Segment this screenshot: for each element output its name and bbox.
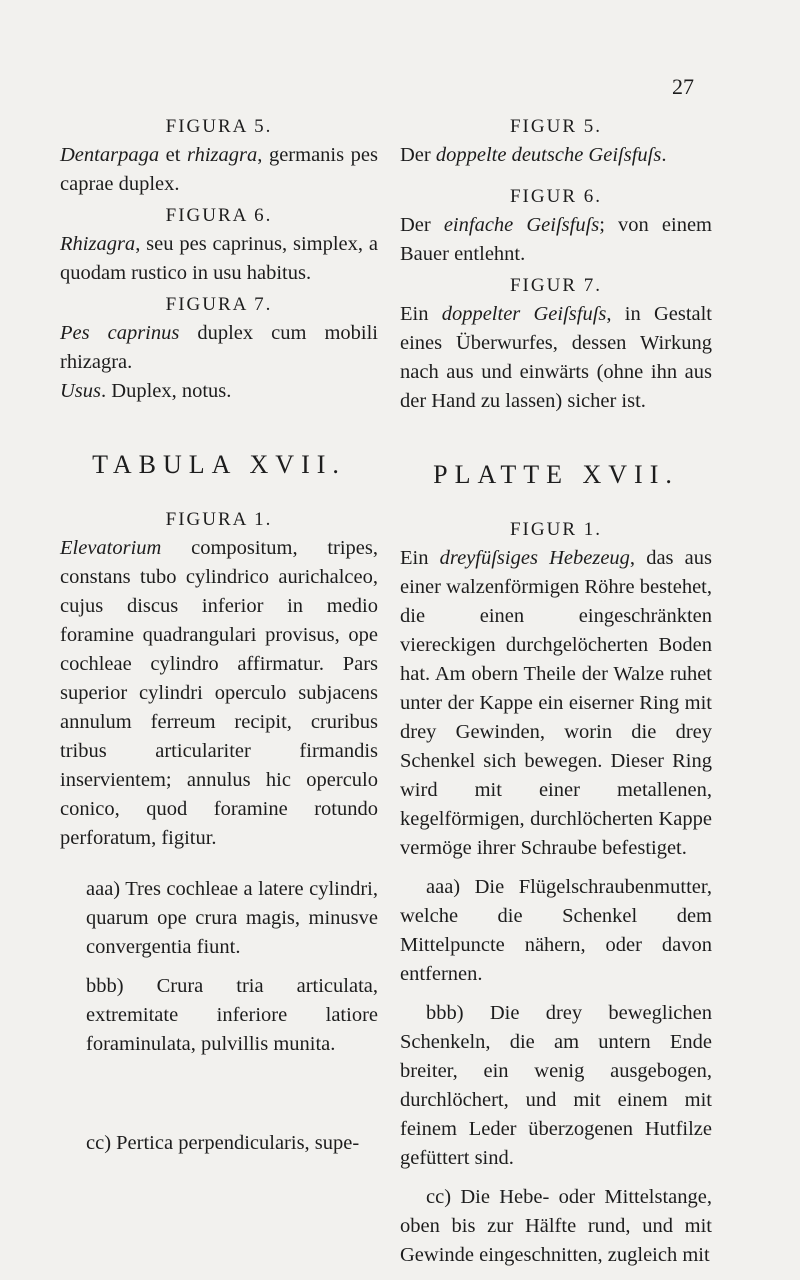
figure-6-text-german: [400, 211, 712, 269]
item-aaa-german: aaa) Die Flügelschraubenmutter, welche die Schenkel dem Mittelpuncte nähern, oder davon entfernen.: [400, 876, 712, 985]
text: duplex cum mobili rhizagra.: [60, 322, 378, 373]
page-number: 27: [672, 74, 694, 99]
figure-1-text-german: [400, 544, 712, 863]
text: , das aus einer walzenförmigen Röhre bestehet, die einen eingeschränkten viereckigen durchgelöcherten Boden hat. Am obern Theile der Walze ruhet unter der Kappe ein eiserner Ring mit drey Gewinden, worin die drey Schenkel sich bewegen. Dieser Ring wird mit einer metallenen, kegelförmigen, durchlöcherten Kappe vermöge ihrer Schraube befestiget.: [400, 547, 713, 859]
term: rhizagra: [187, 144, 258, 166]
term: dreyfüſsiges Hebezeug: [439, 547, 630, 569]
term: Elevatorium: [60, 537, 162, 559]
figure-6-text-latin: [60, 230, 378, 288]
item-aaa-latin: aaa) Tres cochleae a latere cylindri, quarum ope crura magis, minusve convergentia fiunt.: [86, 878, 378, 958]
text: , in Gestalt eines Überwurfes, dessen Wirkung nach aus und einwärts (ohne ihn aus der Hand zu lassen) sicher ist.: [400, 303, 713, 412]
text: Ein: [400, 547, 440, 569]
latin-column: [60, 112, 378, 1168]
figure-6-heading-german: FIGUR 6.: [509, 186, 602, 207]
figure-6-heading-latin: FIGURA 6.: [165, 205, 273, 226]
term: Pes caprinus: [60, 322, 180, 344]
tabula-heading: TABULA XVII.: [92, 450, 346, 479]
figure-7-heading-german: FIGUR 7.: [509, 275, 602, 296]
text: Der: [400, 144, 436, 166]
usus-line: [60, 377, 378, 406]
text: et: [159, 144, 187, 166]
figure-1-heading-german: FIGUR 1.: [509, 519, 602, 540]
item-bbb-latin: bbb) Crura tria articulata, extremitate inferiore latiore foraminulata, pulvillis munita.: [86, 975, 378, 1055]
text: .: [661, 144, 667, 166]
text: . Duplex, notus.: [101, 380, 232, 402]
term: Usus: [60, 380, 102, 402]
item-bbb-german: bbb) Die drey beweglichen Schenkeln, die am untern Ende breiter, ein wenig ausgebogen, durchlöchert, und mit einem mit feinem Leder überzogenen Hutfilze gefüttert sind.: [400, 1002, 712, 1169]
term: Dentarpaga: [60, 144, 160, 166]
text: , germanis pes caprae duplex.: [60, 144, 378, 195]
figure-5-heading-latin: FIGURA 5.: [165, 116, 273, 137]
figure-1-text-latin: [60, 534, 378, 853]
text: compositum, tripes, constans tubo cylindrico aurichalceo, cujus discus inferior in medio foramine quadrangulari provisus, ope cochleae cylindro affirmatur. Pars superior cylindri operculo subjacens annulum ferreum recipit, cruribus tribus articulariter firmandis inservientem; annulus hic operculo conico, quod foramine rotundo perforatum, figitur.: [60, 537, 378, 849]
figure-5-text-latin: [60, 141, 378, 199]
figure-5-text-german: [400, 141, 712, 170]
figure-7-text-german: [400, 300, 712, 416]
german-column: [400, 112, 712, 1280]
figure-5-heading-german: FIGUR 5.: [509, 116, 602, 137]
text: , seu pes caprinus, simplex, a quodam rustico in usu habitus.: [60, 233, 378, 284]
platte-heading: PLATTE XVII.: [433, 460, 679, 489]
term: Rhizagra: [60, 233, 136, 255]
figure-7-text-latin: [60, 319, 378, 377]
term: doppelte deutsche Geiſsfuſs: [435, 144, 662, 166]
figure-7-heading-latin: FIGURA 7.: [165, 294, 273, 315]
item-cc-german: cc) Die Hebe- oder Mittelstange, oben bis zur Hälfte rund, und mit Gewinde eingeschnitten, zugleich mit: [400, 1186, 712, 1266]
text: Der: [400, 214, 444, 236]
term: einfache Geiſsfuſs: [443, 214, 600, 236]
item-cc-latin: cc) Pertica perpendicularis, supe-: [86, 1132, 360, 1154]
text: Ein: [400, 303, 442, 325]
term: doppelter Geiſsfuſs: [441, 303, 607, 325]
figure-1-heading-latin: FIGURA 1.: [165, 509, 273, 530]
text: ; von einem Bauer entlehnt.: [400, 214, 712, 265]
